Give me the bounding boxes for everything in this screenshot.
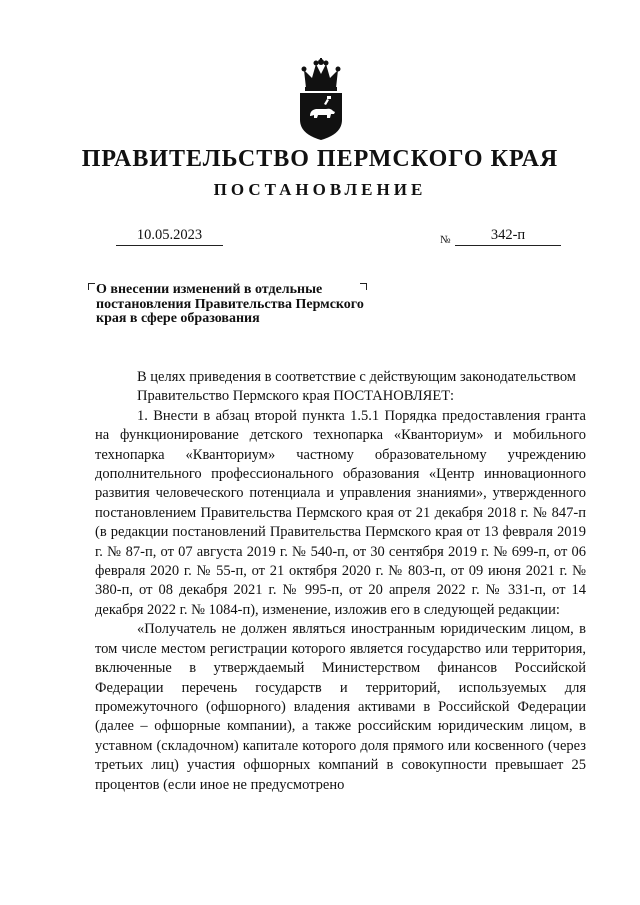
document-date: 10.05.2023 — [116, 227, 223, 246]
document-number: 342-п — [455, 227, 561, 246]
paragraph-item-1: 1. Внести в абзац второй пункта 1.5.1 Порядка предоставления гранта на функционирование детского технопарка «Кванториум» и мобильного технопарка «Кванториум» частному образовательному учреждению дополнительного профессионального образования «Центр инновационного развития человеческого потенциала и управления знаниями», утвержденного постановлением Правительства Пермского края от 21 декабря 2018 г. № 847-п (в редакции постановлений Правительства Пермского края от 13 февраля 2019 г. № 87-п, от 07 августа 2019 г. № 540-п, от 30 сентября 2019 г. № 699-п, от 06 февраля 2020 г. № 55-п, от 21 октября 2020 г. № 803-п, от 09 июня 2021 г. № 380-п, от 08 декабря 2021 г. № 995-п, от 20 апреля 2022 г. № 331-п, от 14 декабря 2022 г. № 1084-п), изменение, изложив его в следующей редакции: — [95, 407, 586, 618]
subject-bracket-left — [88, 283, 95, 290]
document-type: ПОСТАНОВЛЕНИЕ — [213, 180, 427, 199]
paragraph-quoted-text: «Получатель не должен являться иностранным юридическим лицом, в том числе местом регистрации которого является государство или территория, включенные в утверждаемый Министерством финансов Российской Федерации перечень государств и территорий, используемых для промежуточного (офшорного) владения активами в Российской Федерации (далее – офшорные компании), а также российским юридическим лицом, в уставном (складочном) капитале которого доля прямого или косвенного (через третьих лиц) участия офшорных компаний в совокупности превышает 25 процентов (если иное не предусмотрено — [95, 621, 586, 793]
number-label: № — [440, 234, 451, 246]
document-body — [95, 368, 586, 795]
paragraph-preamble: В целях приведения в соответствие с действующим законодательством — [137, 369, 576, 385]
perm-krai-coat-of-arms-icon — [296, 58, 346, 140]
government-title: ПРАВИТЕЛЬСТВО ПЕРМСКОГО КРАЯ — [81, 146, 559, 172]
document-subject: О внесении изменений в отдельные постановления Правительства Пермского края в сфере образования — [96, 282, 364, 326]
paragraph-resolves: Правительство Пермского края ПОСТАНОВЛЯЕТ: — [137, 388, 455, 405]
